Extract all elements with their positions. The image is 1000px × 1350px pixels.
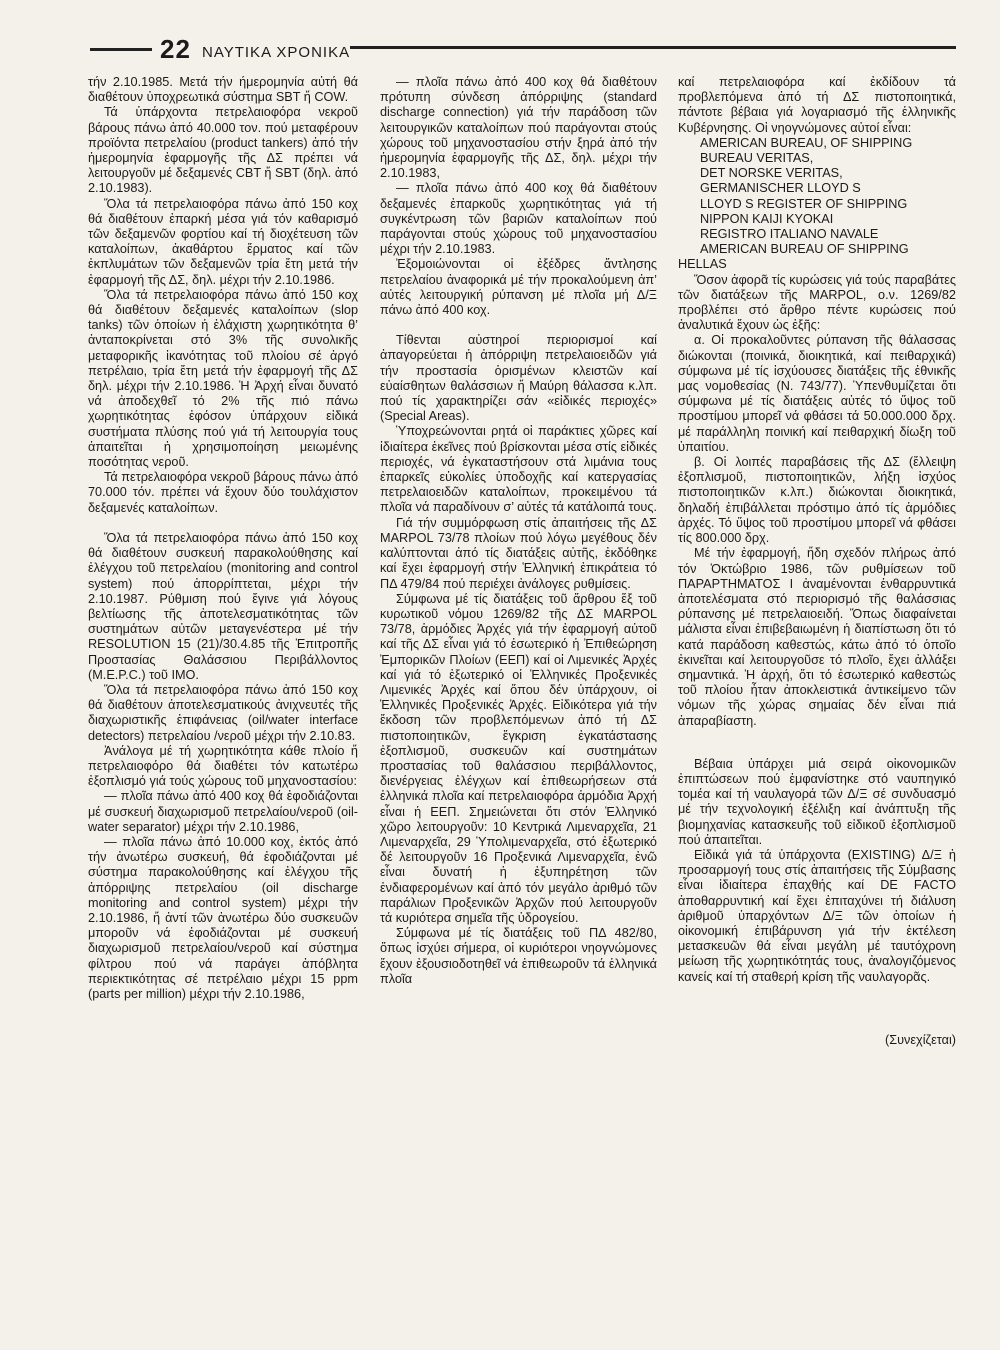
page-header (90, 34, 956, 68)
list-item: GERMANISCHER LLOYD S (700, 181, 861, 196)
paragraph: Εἰδικά γιά τά ὑπάρχοντα (EXISTING) Δ/Ξ ἡ προσαρμογή τους στίς ἀπαιτήσεις τῆς Σύμβασης εἶναι ἰδιαίτερα ἐπαχθής καί DE FACTO ἀποθαρρυντική καί ἔχει ἐπιταχύνει τή διάλυση ἀριθμοῦ ὑπαρχόντων Δ/Ξ τῶν ὁποίων ἡ οἰκονομική ἐπιβάρυνση γιά τήν ἐκτέλεση μετασκευῶν θά εἶναι μεγάλη μέ ταυτόχρονη μείωση τῆς χωρητικότητάς τους, ἀναλογιζόμενος κανείς καί τή σταθερή κρίση τῆς ναυλαγορᾶς. (678, 847, 956, 984)
paragraph: Ὅλα τά πετρελαιοφόρα πάνω ἀπό 150 κοχ θά διαθέτουν ἀποτελεσματικούς ἀνιχνευτές τῆς διαχωριστικῆς ἐπιφάνειας (oil/water interface detectors) πετρελαίου /νεροῦ μέχρι τήν 2.10.83. (88, 682, 358, 743)
paragraph: α. Οἱ προκαλοῦντες ρύπανση τῆς θάλασσας διώκονται (ποινικά, διοικητικά, καί πειθαρχικά) σύμφωνα μέ τίς ἰσχύουσες διατάξεις τῆς ἐθνικῆς μας νομοθεσίας (Ν. 743/77). Ὑπενθυμίζεται ὅτι σύμφωνα μέ τίς διατάξεις αὐτές τό ὕψος τοῦ προστίμου μπορεῖ νά φθάσει τά 50.000.000 δρχ. μέ παράλληλη ποινική καί πειθαρχική δίωξη τοῦ ὑπαιτίου. (678, 333, 956, 454)
magazine-title: ΝΑΥΤΙΚΑ ΧΡΟΝΙΚΑ (202, 44, 351, 61)
article-column-2 (380, 75, 657, 987)
paragraph: Ὑποχρεώνονται ρητά οἱ παράκτιες χῶρες καί ἰδιαίτερα ἐκεῖνες πού βρίσκονται μέσα στίς εἰδικές περιοχές, νά ἐγκαταστήσουν στά λιμάνια τους ἐπαρκεῖς εὐκολίες ὑποδοχῆς καί κατεργασίας πετρελαιοειδῶν καταλοίπων, προκειμένου τά πλοῖα νά παραδίνουν σ’ αὐτές τά κατάλοιπά τους. (380, 424, 657, 515)
paragraph: — πλοῖα πάνω ἀπό 10.000 κοχ, ἐκτός ἀπό τήν ἀνωτέρω συσκευή, θά ἐφοδιάζονται μέ σύστημα παρακολούθησης καί ἐλέγχου τῆς ἀπόρριψης πετρελαίου (oil discharge monitoring and control system) μέχρι τήν 2.10.1986, ἤ ἀντί τῶν ἀνωτέρω δύο συσκευῶν μποροῦν νά ἐφοδιάζονται μέ συσκευή διαχωρισμοῦ πετρελαίου/νεροῦ καί σύστημα φίλτρου πού νά παράγει ἀπόβλητα περιεκτικότητας σέ πετρέλαιο μέχρι 15 ppm (parts per million) μέχρι τήν 2.10.1986, (88, 834, 358, 1001)
paragraph: καί πετρελαιοφόρα καί ἐκδίδουν τά προβλεπόμενα ἀπό τή ΔΣ πιστοποιητικά, πάντοτε βέβαια γιά λογαριασμό τῆς ἑλληνικῆς Κυβέρνησης. Οἱ νηογνώμονες αὐτοί εἶναι: (678, 75, 956, 135)
paragraph: — πλοῖα πάνω ἀπό 400 κοχ θά διαθέτουν πρότυπη σύνδεση ἀπόρριψης (standard discharge connection) γιά τήν παράδοση τῶν λειτουργικῶν καταλοίπων πού παράγονται στούς χώρους τοῦ μηχανοστασίου στήν ξηρά ἀπό τήν ἡμερομηνία ἐφαρμογῆς τῆς ΔΣ, δηλ. μέχρι τήν 2.10.1983, (380, 75, 657, 181)
list-item: REGISTRO ITALIANO NAVALE (700, 227, 879, 242)
paragraph: Τά πετρελαιοφόρα νεκροῦ βάρους πάνω ἀπό 70.000 τόν. πρέπει νά ἔχουν δύο τουλάχιστον δεξαμενές καταλοίπων. (88, 470, 358, 515)
list-item-continuation: HELLAS (678, 257, 727, 272)
paragraph: Ὅλα τά πετρελαιοφόρα πάνω ἀπό 150 κοχ θά διαθέτουν ἐπαρκή μέσα γιά τόν καθαρισμό τῶν δεξαμενῶν φορτίου καί τή διοχέτευση τῶν καταλοίπων, ἀκαθάρτου ἔρματος καί τῶν ἐκπλυμάτων τῶν δεξαμενῶν τρία ἔτη μετά τήν ἐφαρμογή τῆς ΔΣ, δηλ. μέχρι τήν 2.10.1986. (88, 196, 358, 287)
article-column-1 (88, 75, 358, 1002)
list-item: AMERICAN BUREAU OF SHIPPING (700, 242, 909, 257)
paragraph: Σύμφωνα μέ τίς διατάξεις τοῦ ἄρθρου ἕξ τοῦ κυρωτικοῦ νόμου 1269/82 τῆς ΔΣ MARPOL 73/78, ἁρμόδιες Ἀρχές γιά τήν ἐφαρμογή αὐτοῦ καί τῆς ΔΣ εἶναι γιά τό ἐσωτερικό ἡ Ἐπιθεώρηση Ἐμπορικῶν Πλοίων (ΕΕΠ) καί οἱ Λιμενικές Ἀρχές καί γιά τό ἐξωτερικό οἱ Ἑλληνικές Προξενικές Λιμενικές Ἀρχές καί ὅπου δέν ὑπάρχουν, οἱ Ἑλληνικές Προξενικές Ἀρχές. Εἰδικότερα γιά τήν ἔκδοση τῶν προβλεπόμενων ἀπό τή ΔΣ πιστοποιητικῶν, ἔγκριση ἐγκατάστασης ἐξοπλισμοῦ, συσκευῶν καί συστημάτων προστασίας τοῦ θαλάσσιου περιβάλλοντος, διενέργειας ἐλέγχων καί ἐπιθεωρήσεων στά ἑλληνικά πλοῖα καί πετρελαιοφόρα ἁρμόδια Ἀρχή εἶναι ἡ ΕΕΠ. Σημειώνεται ὅτι στόν Ἑλληνικό χῶρο λειτουργοῦν: 10 Κεντρικά Λιμεναρχεῖα, 21 Λιμεναρχεῖα, 29 Ὑπολιμεναρχεῖα, στό ἐξωτερικό δέ λειτουργοῦν 16 Προξενικά Λιμεναρχεῖα, ἐνῶ εἶναι δυνατή ἡ ἐξυπηρέτηση τῶν ἐνδιαφερομένων καί ἀπό τόν μεγάλο ἀριθμό τῶν παράλιων Προξενικῶν Ἀρχῶν πού λειτουργοῦν τά κυριότερα σημεῖα τῆς ὑδρογείου. (380, 591, 657, 925)
header-rule-left (90, 48, 152, 51)
paragraph: Σύμφωνα μέ τίς διατάξεις τοῦ ΠΔ 482/80, ὅπως ἰσχύει σήμερα, οἱ κυριότεροι νηογνώμονες ἔχουν ἐξουσιοδοτηθεῖ νά ἐπιθεωροῦν τά ἑλληνικά πλοῖα (380, 926, 657, 986)
paragraph: Ὅσον ἀφορᾶ τίς κυρώσεις γιά τούς παραβάτες τῶν διατάξεων τῆς MARPOL, ο.ν. 1269/82 προβλέπει στό ἄρθρο πέντε κυρώσεις πού ἀναλυτικά ἔχουν ὡς ἑξῆς: (678, 272, 956, 333)
list-item: DET NORSKE VERITAS, (700, 166, 843, 181)
paragraph: Ἐξομοιώνονται οἱ ἐξέδρες ἄντλησης πετρελαίου ἀναφορικά μέ τήν προκαλούμενη ἀπ’ αὐτές λειτουργική ρύπανση μέ πλοῖα μή Δ/Ξ πάνω ἀπό 400 κοχ. (380, 257, 657, 318)
paragraph: τήν 2.10.1985. Μετά τήν ήμερομηνία αὐτή θά διαθέτουν ὑποχρεωτικά σύστημα SBT ἤ COW. (88, 75, 358, 105)
list-item: NIPPON KAIJI KYOKAI (700, 211, 834, 226)
paragraph: Γιά τήν συμμόρφωση στίς ἀπαιτήσεις τῆς ΔΣ MARPOL 73/78 πλοίων πού λόγω μεγέθους δέν καλύπτονται ἀπό τίς διατάξεις αὐτῆς, ἐκδόθηκε καί ἔχει ἐφαρμογή στήν Ἑλληνική ἐπικράτεια τό ΠΔ 479/84 πού περιέχει ἀνάλογες ρυθμίσεις. (380, 515, 657, 591)
list-item: LLOYD S REGISTER OF SHIPPING (700, 196, 908, 211)
article-column-3 (678, 75, 956, 1048)
classification-societies-list (678, 136, 956, 258)
paragraph: Τίθενται αὐστηροί περιορισμοί καί ἀπαγορεύεται ἡ ἀπόρριψη πετρελαιοειδῶν γιά τήν προστασία ὁρισμένων κλειστῶν καί εὐαίσθητων θαλάσσιων ἤ Μαύρη θάλασσα κ.λπ. πού τίς χαρακτηρίζει σάν «εἰδικές περιοχές» (Special Areas). (380, 333, 657, 424)
paragraph: Βέβαια ὑπάρχει μιά σειρά οἰκονομικῶν ἐπιπτώσεων πού ἐμφανίστηκε στό ναυπηγικό τομέα καί τή ναυλαγορά τῶν Δ/Ξ σέ συνδυασμό μέ τήν τεχνολογική ἐξέλιξη καί ἀνάπτυξη τῆς βιομηχανίας κατασκευῆς τοῦ εἰδικοῦ ἐξοπλισμοῦ πού ἀπαιτεῖται. (678, 756, 956, 847)
list-item: BUREAU VERITAS, (700, 151, 814, 166)
paragraph: Ὅλα τά πετρελαιοφόρα πάνω ἀπό 150 κοχ θά διαθέτουν δεξαμενές καταλοίπων (slop tanks) τῶν ὁποίων ἡ ἐλάχιστη χωρητικότητα θ’ ἀνταποκρίνεται στό 3% τῆς συνολικῆς μεταφορικῆς ἱκανότητας τοῦ πλοίου σέ ἀργό πετρέλαιο, τρία ἔτη μετά τήν ἐφαρμογή τῆς ΔΣ δηλ. μέχρι τήν 2.10.1986. Ἡ Ἀρχή εἶναι δυνατό νά ἀποδεχθεῖ τό 2% τῆς πιό πάνω χωρητικότητας ἐφόσον ὑπάρχουν εἰδικά συστήματα πλύσης πού γιά τή λειτουργία τους ἀπαιτεῖται ἡ χρησιμοποίηση μειωμένης ποσότητας νεροῦ. (88, 287, 358, 470)
paragraph: Ὅλα τά πετρελαιοφόρα πάνω ἀπό 150 κοχ θά διαθέτουν συσκευή παρακολούθησης καί ἐλέγχου τοῦ πετρελαίου (monitoring and control system) πού ἀπορρίπτεται, μέχρι τήν 2.10.1987. Ρύθμιση πού ἔγινε γιά λόγους βελτίωσης τῆς ἀποτελεσματικότητας τῶν συστημάτων αὐτῶν μεταγενέστερα μέ τήν RESOLUTION 15 (21)/30.4.85 τῆς Ἐπιτροπῆς Προστασίας Θαλάσσιου Περιβάλλοντος (M.E.P.C.) τοῦ IMO. (88, 530, 358, 682)
page-number: 22 (160, 34, 191, 64)
paragraph: Μέ τήν ἐφαρμογή, ἤδη σχεδόν πλήρως ἀπό τόν Ὀκτώβριο 1986, τῶν ρυθμίσεων τοῦ ΠΑΡΑΡΤΗΜΑΤΟΣ Ι ἀναμένονται ἐνθαρρυντικά ἀποτελέσματα στό περιορισμό τῆς θαλάσσιας ρύπανσης μέ πετρελαιοειδή. Ὅπως διαφαίνεται μάλιστα εἶναι ἐπιβεβαιωμένη ἡ διαπίστωση ὅτι τό κατά παράδοση καθεστώς, κάτω ἀπό τό ὁποῖο ἐκινεῖται καί λειτουργοῦσε τό πλοῖο, ἔχει ἀλλάξει σημαντικά. Ἡ ἀρχή, ὅτι τό ἐσωτερικό καθεστώς τοῦ πλοίου ἦταν ἀποκλειστικά ἀντικείμενο τῶν νόμων τῆς χώρας σημαίας δέν εἶναι πιά ἀπαραβίαστη. (678, 546, 956, 728)
list-item: AMERICAN BUREAU, OF SHIPPING (700, 135, 913, 150)
header-rule-right (350, 46, 956, 49)
continued-note: (Συνεχίζεται) (885, 1032, 956, 1047)
paragraph: Τά ὑπάρχοντα πετρελαιοφόρα νεκροῦ βάρους πάνω ἀπό 40.000 τον. πού μεταφέρουν προϊόντα πετρελαίου (product tankers) ἀπό τήν ἡμερομηνία ἐφαρμογῆς τῆς ΔΣ πρέπει νά λειτουργοῦν μέ δεξαμενές CBT ἤ SBT (δηλ. ἀπό 2.10.1983). (88, 105, 358, 196)
paragraph: — πλοῖα πάνω ἀπό 400 κοχ θά διαθέτουν δεξαμενές ἐπαρκοῦς χωρητικότητας γιά τή συγκέντρωση τῶν βαριῶν καταλοίπων πού παράγονται στούς χώρους τοῦ μηχανοστασίου μέχρι τήν 2.10.1983. (380, 181, 657, 257)
paragraph: β. Οἱ λοιπές παραβάσεις τῆς ΔΣ (ἔλλειψη ἐξοπλισμοῦ, πιστοποιητικῶν, λήξη ἰσχύος πιστοποιητικῶν κ.λπ.) διώκονται διοικητικά, δηλαδή ἐπιβάλλεται πρόστιμο ἀπό τίς ἁρμόδιες ἀρχές. Τό ὕψος τοῦ προστίμου μπορεῖ νά φθάσει τίς 800.000 δρχ. (678, 455, 956, 546)
paragraph: — πλοῖα πάνω ἀπό 400 κοχ θά ἐφοδιάζονται μέ συσκευή διαχωρισμοῦ πετρελαίου/νεροῦ (oil-water separator) μέχρι τήν 2.10.1986, (88, 789, 358, 834)
paragraph: Ἀνάλογα μέ τή χωρητικότητα κάθε πλοίο ἤ πετρελαιοφόρο θά διαθέτει τόν κατωτέρω ἐξοπλισμό γιά τούς χώρους τοῦ μηχανοστασίου: (88, 743, 358, 789)
